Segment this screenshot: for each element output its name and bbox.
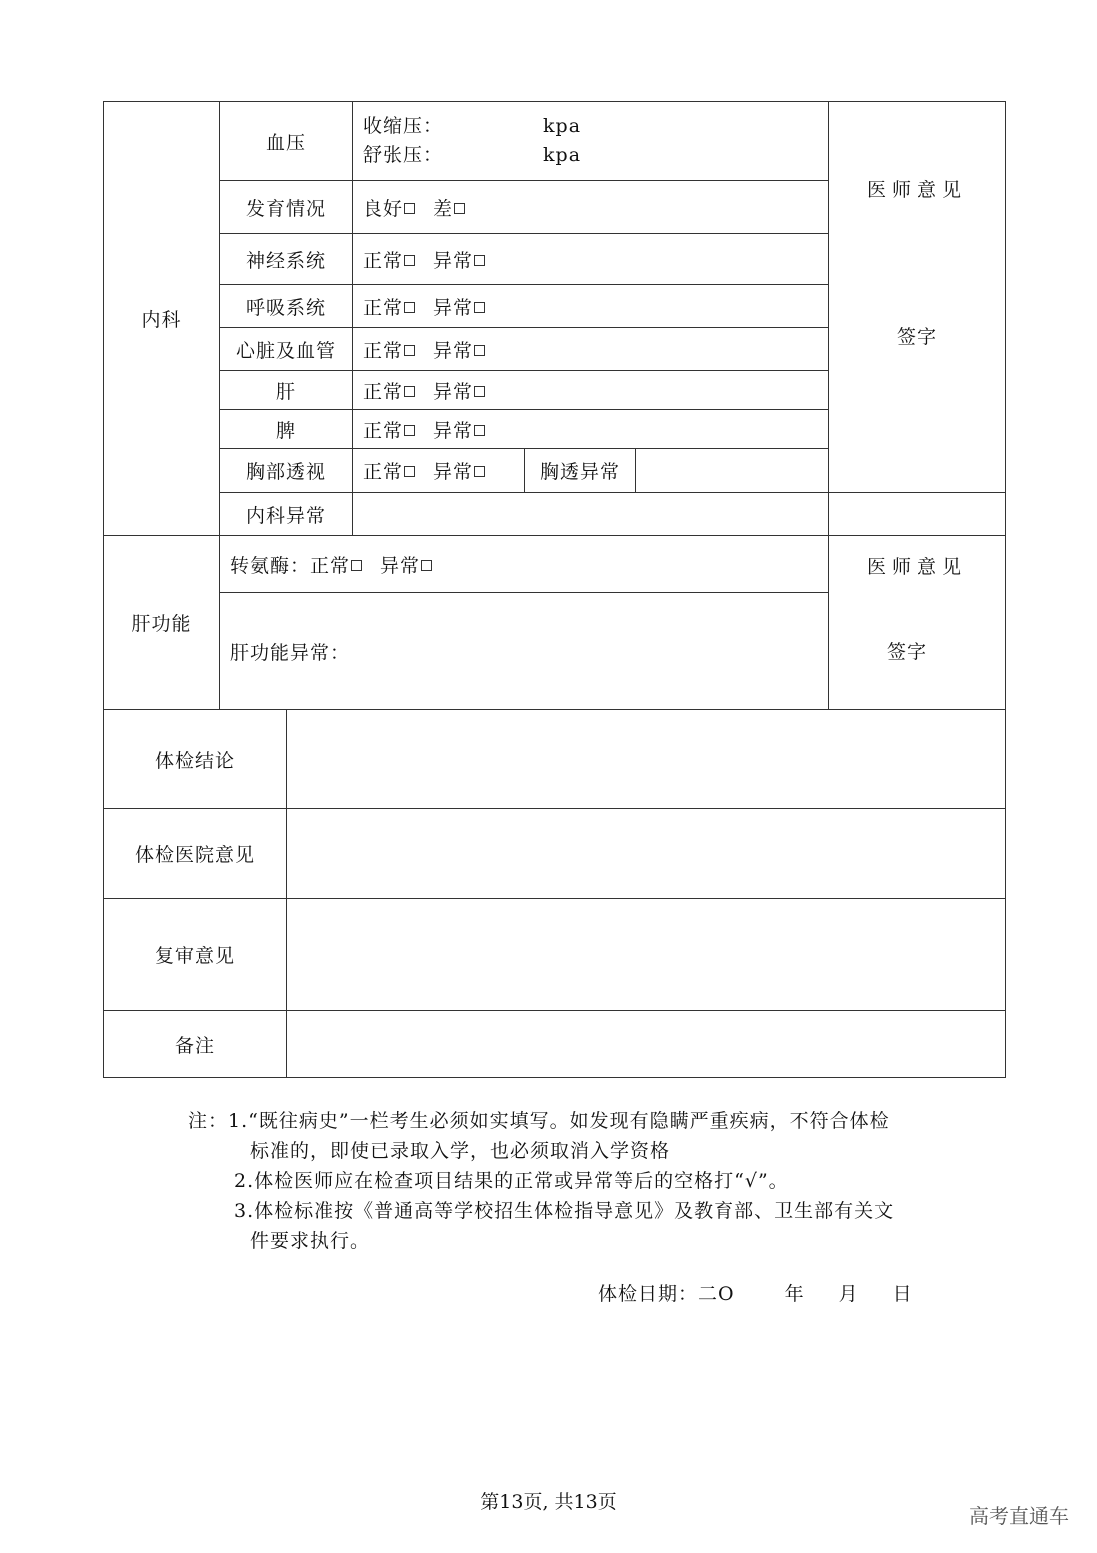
checkbox-abnormal[interactable] [474, 466, 485, 477]
checkbox-abnormal[interactable] [474, 425, 485, 436]
conclusion-label: 体检结论 [104, 710, 287, 809]
liver-abnormal-field[interactable] [220, 593, 829, 710]
internal-section-label: 内科 [104, 102, 220, 536]
row-label-heart: 心脏及血管 [220, 328, 353, 371]
row-options-respiratory: 正常 异常 [353, 285, 829, 328]
bp-label: 血压 [220, 102, 353, 181]
internal-abnormal-field[interactable] [353, 493, 829, 536]
sign-label: 签字 [896, 326, 937, 348]
note-1b: 标准的，即使已录取入学，也必须取消入学资格 [250, 1140, 671, 1162]
checkbox-normal[interactable] [404, 386, 415, 397]
exam-form [103, 101, 1005, 1078]
page-footer: 第13页, 共13页 [480, 1491, 617, 1513]
row-options-heart: 正常 异常 [353, 328, 829, 371]
watermark: 高考直通车 [969, 1504, 1069, 1528]
row-options-nervous: 正常 异常 [353, 234, 829, 285]
checkbox-normal[interactable] [404, 425, 415, 436]
row-options-spleen: 正常 异常 [353, 410, 829, 449]
diastolic-unit: kpa [543, 144, 582, 166]
checkbox-abnormal[interactable] [421, 560, 432, 571]
internal-doctor-bottom [829, 493, 1006, 536]
systolic-unit: kpa [543, 115, 582, 137]
note-3b: 件要求执行。 [250, 1230, 371, 1252]
note-2: 2.体检医师应在检查项目结果的正常或异常等后的空格打“√”。 [234, 1170, 789, 1192]
conclusion-field[interactable] [287, 710, 1006, 809]
row-label-liver: 肝 [220, 371, 353, 410]
checkbox-abnormal[interactable] [474, 302, 485, 313]
note-3a: 3.体检标准按《普通高等学校招生体检指导意见》及教育部、卫生部有关文 [234, 1200, 895, 1222]
checkbox-abnormal[interactable] [474, 386, 485, 397]
internal-doctor-cell[interactable] [829, 102, 1006, 493]
hospital-opinion-label: 体检医院意见 [104, 809, 287, 899]
alt-field: 转氨酶：正常 异常 [220, 536, 829, 593]
checkbox-abnormal[interactable] [474, 345, 485, 356]
chest-abnormal-label: 胸透异常 [525, 449, 636, 493]
note-1a: 注：1.“既往病史”一栏考生必须如实填写。如发现有隐瞒严重疾病，不符合体检 [188, 1110, 890, 1132]
checkbox-normal[interactable] [351, 560, 362, 571]
internal-abnormal-label: 内科异常 [220, 493, 353, 536]
row-label-chest: 胸部透视 [220, 449, 353, 493]
liver-doctor-cell[interactable] [829, 536, 1006, 710]
review-opinion-field[interactable] [287, 899, 1006, 1011]
hospital-opinion-field[interactable] [287, 809, 1006, 899]
checkbox-poor[interactable] [454, 203, 465, 214]
row-label-development: 发育情况 [220, 181, 353, 234]
summary-table [103, 709, 1006, 1078]
diastolic-label: 舒张压： [363, 144, 444, 166]
row-label-spleen: 脾 [220, 410, 353, 449]
systolic-label: 收缩压： [363, 115, 444, 137]
sign-label: 签字 [887, 640, 928, 663]
remarks-label: 备注 [104, 1011, 287, 1078]
checkbox-normal[interactable] [404, 302, 415, 313]
row-options-chest: 正常 异常 [353, 449, 525, 493]
exam-date: 体检日期：二O 年 月 日 [598, 1283, 913, 1305]
liver-section-label: 肝功能 [104, 536, 220, 710]
checkbox-normal[interactable] [404, 466, 415, 477]
notes-block [188, 1106, 988, 1256]
checkbox-good[interactable] [404, 203, 415, 214]
bp-field[interactable] [353, 102, 829, 181]
chest-abnormal-field[interactable] [636, 449, 829, 493]
checkbox-normal[interactable] [404, 255, 415, 266]
row-label-respiratory: 呼吸系统 [220, 285, 353, 328]
checkbox-normal[interactable] [404, 345, 415, 356]
review-opinion-label: 复审意见 [104, 899, 287, 1011]
internal-medicine-table [103, 101, 1006, 710]
row-options-liver: 正常 异常 [353, 371, 829, 410]
row-options-development: 良好 差 [353, 181, 829, 234]
liver-abnormal-label: 肝功能异常： [230, 641, 351, 664]
doctor-opinion-label: 医师意见 [866, 179, 967, 201]
remarks-field[interactable] [287, 1011, 1006, 1078]
row-label-nervous: 神经系统 [220, 234, 353, 285]
doctor-opinion-label: 医师意见 [866, 555, 967, 578]
checkbox-abnormal[interactable] [474, 255, 485, 266]
